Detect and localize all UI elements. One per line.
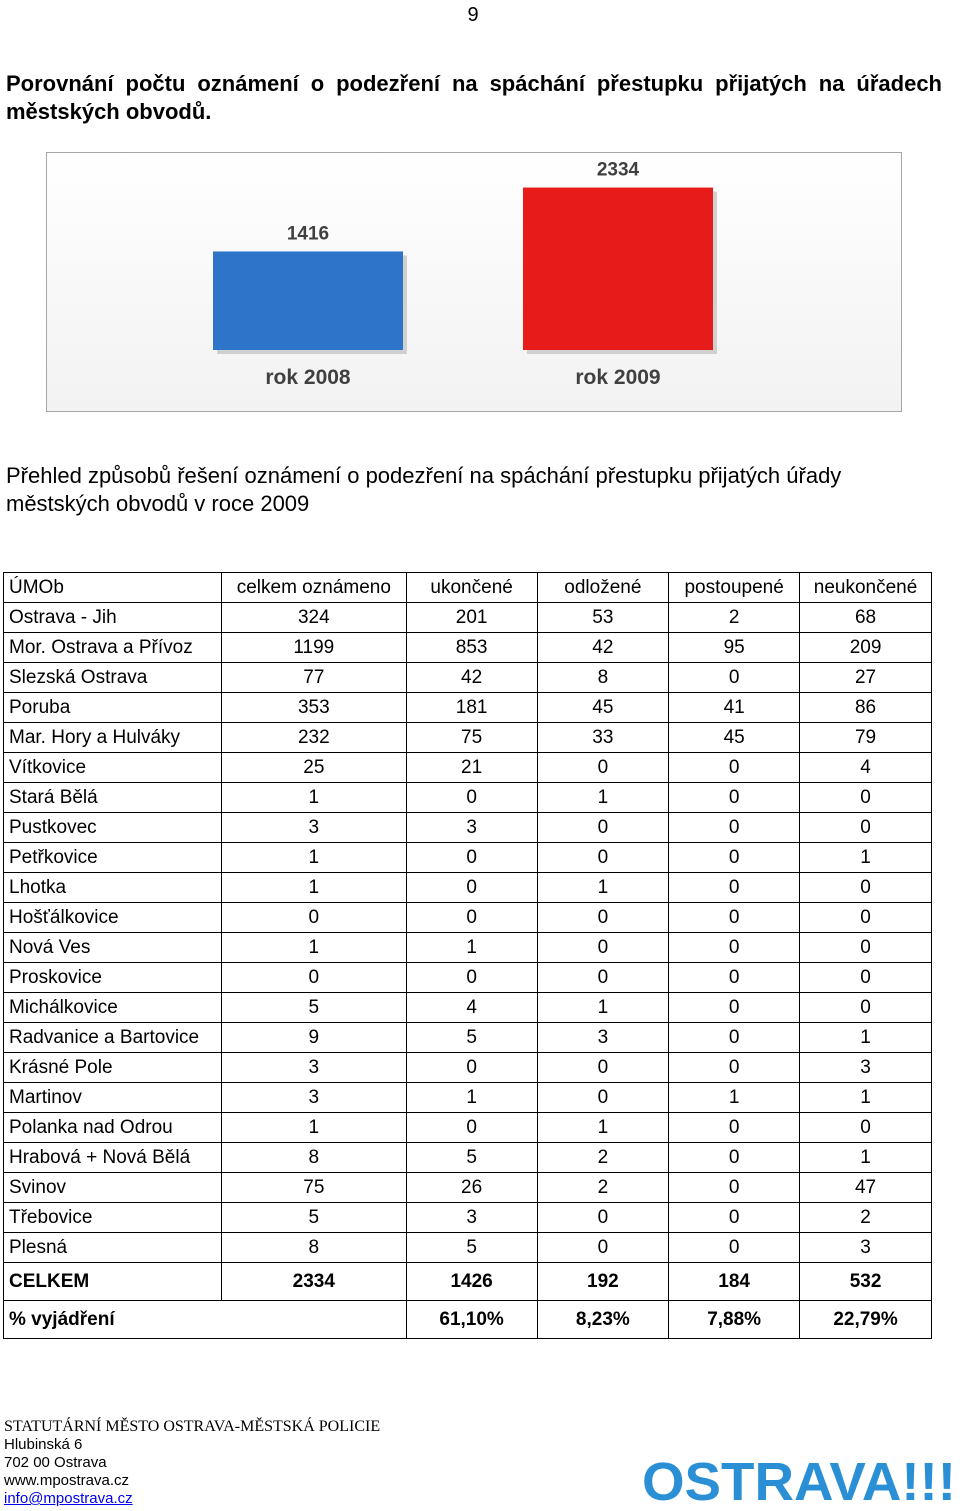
table-cell: 0 (800, 1113, 932, 1143)
district-name: Mor. Ostrava a Přívoz (4, 633, 222, 663)
table-cell: 1 (221, 933, 406, 963)
chart-frame (47, 153, 902, 412)
table-row (4, 1233, 932, 1263)
table-cell: 3 (406, 1203, 537, 1233)
table-cell: 0 (537, 813, 669, 843)
percent-row (4, 1301, 932, 1339)
table-cell: 1 (800, 1023, 932, 1053)
bar-value-label: 1416 (286, 223, 330, 245)
district-name: Stará Bělá (4, 783, 222, 813)
table-cell: 0 (537, 1083, 669, 1113)
ostrava-logo (640, 1452, 958, 1508)
table-cell: 0 (800, 813, 932, 843)
district-name: Třebovice (4, 1203, 222, 1233)
table-cell: 95 (669, 633, 800, 663)
district-name: Polanka nad Odrou (4, 1113, 222, 1143)
table-cell: 1 (537, 1113, 669, 1143)
table-cell: 0 (406, 903, 537, 933)
table-cell: 0 (406, 843, 537, 873)
table-cell: 0 (669, 903, 800, 933)
table-cell: 2 (800, 1203, 932, 1233)
table-cell: 0 (537, 1053, 669, 1083)
table-cell: 184 (669, 1263, 800, 1301)
footer-organization: STATUTÁRNÍ MĚSTO OSTRAVA-MĚSTSKÁ POLICIE (4, 1418, 381, 1435)
table-cell: 353 (221, 693, 406, 723)
percent-label: % vyjádření (4, 1301, 407, 1339)
district-name: Slezská Ostrava (4, 663, 222, 693)
table-cell: 2 (537, 1173, 669, 1203)
table-cell: 0 (221, 963, 406, 993)
district-name: Mar. Hory a Hulváky (4, 723, 222, 753)
table-cell: 0 (669, 753, 800, 783)
table-cell: 1 (406, 1083, 537, 1113)
table-cell: 0 (669, 1173, 800, 1203)
district-name: Svinov (4, 1173, 222, 1203)
table-cell: 0 (537, 1233, 669, 1263)
table-cell: 1 (800, 843, 932, 873)
bar-rok-2009 (523, 188, 713, 350)
district-name: Petřkovice (4, 843, 222, 873)
table-row (4, 1173, 932, 1203)
page-number: 9 (467, 4, 479, 26)
table-cell: 1 (800, 1083, 932, 1113)
district-name: Lhotka (4, 873, 222, 903)
table-cell: 0 (669, 1113, 800, 1143)
table-cell: 41 (669, 693, 800, 723)
table-cell: 42 (406, 663, 537, 693)
table-cell: 232 (221, 723, 406, 753)
table-cell: 47 (800, 1173, 932, 1203)
footer-email-link[interactable]: info@mpostrava.cz (4, 1490, 133, 1507)
results-table (3, 572, 932, 1339)
table-row (4, 843, 932, 873)
table-cell: 22,79% (800, 1301, 932, 1339)
table-cell: 86 (800, 693, 932, 723)
table-cell: 1 (221, 1113, 406, 1143)
table-row (4, 783, 932, 813)
table-row (4, 813, 932, 843)
table-row (4, 663, 932, 693)
table-cell: 5 (221, 1203, 406, 1233)
table-row (4, 1113, 932, 1143)
table-cell: 0 (800, 993, 932, 1023)
table-cell: 0 (537, 1203, 669, 1233)
district-name: Krásné Pole (4, 1053, 222, 1083)
table-cell: 0 (669, 1233, 800, 1263)
table-cell: 0 (800, 783, 932, 813)
table-cell: 1 (537, 783, 669, 813)
table-row (4, 633, 932, 663)
column-header: celkem oznámeno (221, 573, 406, 603)
table-row (4, 723, 932, 753)
table-row (4, 903, 932, 933)
table-cell: 0 (406, 783, 537, 813)
category-label: rok 2008 (265, 366, 351, 389)
table-cell: 0 (537, 843, 669, 873)
table-cell: 181 (406, 693, 537, 723)
table-cell: 0 (800, 963, 932, 993)
table-cell: 53 (537, 603, 669, 633)
table-cell: 0 (800, 903, 932, 933)
column-header: postoupené (669, 573, 800, 603)
table-cell: 0 (669, 993, 800, 1023)
table-cell: 26 (406, 1173, 537, 1203)
table-cell: 5 (406, 1233, 537, 1263)
table-cell: 0 (406, 963, 537, 993)
district-name: Plesná (4, 1233, 222, 1263)
table-cell: 1426 (406, 1263, 537, 1301)
table-cell: 1 (221, 873, 406, 903)
district-name: Hrabová + Nová Bělá (4, 1143, 222, 1173)
table-row (4, 1053, 932, 1083)
table-row (4, 993, 932, 1023)
table-cell: 42 (537, 633, 669, 663)
table-cell: 192 (537, 1263, 669, 1301)
table-cell: 5 (406, 1023, 537, 1053)
table-cell: 5 (221, 993, 406, 1023)
table-cell: 1199 (221, 633, 406, 663)
table-cell: 8 (221, 1143, 406, 1173)
column-header: ÚMOb (4, 573, 222, 603)
table-cell: 2 (669, 603, 800, 633)
table-cell: 0 (800, 873, 932, 903)
table-cell: 0 (537, 933, 669, 963)
table-cell: 1 (537, 873, 669, 903)
footer-street: Hlubinská 6 (4, 1436, 83, 1453)
table-cell: 324 (221, 603, 406, 633)
table-cell: 77 (221, 663, 406, 693)
table-cell: 79 (800, 723, 932, 753)
table-cell: 0 (800, 933, 932, 963)
overview-heading: Přehled způsobů řešení oznámení o podezření na spáchání přestupku přijatých úřady městských obvodů v roce 2009 (6, 463, 842, 516)
table-cell: 5 (406, 1143, 537, 1173)
table-cell: 532 (800, 1263, 932, 1301)
table-cell: 45 (669, 723, 800, 753)
district-name: Poruba (4, 693, 222, 723)
table-cell: 1 (537, 993, 669, 1023)
table-cell: 2334 (221, 1263, 406, 1301)
ostrava-logo-wordmark: OSTRAVA!!! (642, 1452, 956, 1508)
district-name: Pustkovec (4, 813, 222, 843)
table-cell: 0 (537, 903, 669, 933)
table-row (4, 603, 932, 633)
table-cell: 21 (406, 753, 537, 783)
table-cell: 201 (406, 603, 537, 633)
column-header: neukončené (800, 573, 932, 603)
district-name: Vítkovice (4, 753, 222, 783)
table-cell: 61,10% (406, 1301, 537, 1339)
table-cell: 1 (800, 1143, 932, 1173)
table-row (4, 1083, 932, 1113)
table-cell: 0 (406, 873, 537, 903)
table-row (4, 963, 932, 993)
table-cell: 33 (537, 723, 669, 753)
table-cell: 3 (800, 1053, 932, 1083)
district-name: Nová Ves (4, 933, 222, 963)
bar-value-label: 2334 (596, 159, 640, 181)
table-cell: 45 (537, 693, 669, 723)
table-cell: 0 (669, 873, 800, 903)
comparison-heading: Porovnání počtu oznámení o podezření na spáchání přestupku přijatých na úřadech městských obvodů. (6, 71, 942, 124)
table-cell: 0 (669, 933, 800, 963)
table-row (4, 1143, 932, 1173)
table-cell: 9 (221, 1023, 406, 1053)
table-cell: 3 (221, 1083, 406, 1113)
column-header: ukončené (406, 573, 537, 603)
table-cell: 0 (406, 1053, 537, 1083)
table-cell: 4 (800, 753, 932, 783)
table-cell: 1 (221, 783, 406, 813)
table-cell: 1 (221, 843, 406, 873)
table-row (4, 933, 932, 963)
total-row (4, 1263, 932, 1301)
table-cell: 0 (406, 1113, 537, 1143)
table-cell: 3 (221, 813, 406, 843)
table-cell: 3 (537, 1023, 669, 1053)
table-cell: 209 (800, 633, 932, 663)
table-cell: 0 (669, 1203, 800, 1233)
table-row (4, 873, 932, 903)
table-cell: 0 (669, 813, 800, 843)
table-cell: 0 (669, 963, 800, 993)
table-row (4, 693, 932, 723)
table-row (4, 753, 932, 783)
category-label: rok 2009 (575, 366, 661, 389)
table-cell: 0 (669, 843, 800, 873)
table-header-row (4, 573, 932, 603)
bar-chart (46, 152, 902, 412)
table-cell: 0 (221, 903, 406, 933)
table-cell: 3 (800, 1233, 932, 1263)
bar-chart-svg (46, 152, 902, 412)
table-cell: 27 (800, 663, 932, 693)
district-name: Hošťálkovice (4, 903, 222, 933)
table-cell: 0 (669, 663, 800, 693)
table-cell: 8,23% (537, 1301, 669, 1339)
district-name: Martinov (4, 1083, 222, 1113)
table-cell: 0 (537, 963, 669, 993)
table-cell: 0 (669, 1023, 800, 1053)
district-name: Michálkovice (4, 993, 222, 1023)
table-cell: 1 (406, 933, 537, 963)
table-cell: 0 (669, 1053, 800, 1083)
table-row (4, 1023, 932, 1053)
table-cell: 8 (537, 663, 669, 693)
table-cell: 0 (669, 783, 800, 813)
district-name: Ostrava - Jih (4, 603, 222, 633)
district-name: Radvanice a Bartovice (4, 1023, 222, 1053)
table-cell: 0 (537, 753, 669, 783)
table-cell: 3 (406, 813, 537, 843)
table-row (4, 1203, 932, 1233)
footer (4, 1418, 380, 1508)
table-cell: 25 (221, 753, 406, 783)
table-cell: 7,88% (669, 1301, 800, 1339)
table-cell: 68 (800, 603, 932, 633)
table-cell: 8 (221, 1233, 406, 1263)
bar-rok-2008 (213, 251, 403, 350)
column-header: odložené (537, 573, 669, 603)
table-cell: 0 (669, 1143, 800, 1173)
table-cell: 853 (406, 633, 537, 663)
table-cell: 2 (537, 1143, 669, 1173)
table-cell: 75 (221, 1173, 406, 1203)
table-cell: 3 (221, 1053, 406, 1083)
table-cell: 1 (669, 1083, 800, 1113)
footer-website-link[interactable]: www.mpostrava.cz (4, 1472, 130, 1489)
table-cell: 75 (406, 723, 537, 753)
footer-city: 702 00 Ostrava (4, 1454, 107, 1471)
district-name: Proskovice (4, 963, 222, 993)
table-cell: 4 (406, 993, 537, 1023)
total-label: CELKEM (4, 1263, 222, 1301)
